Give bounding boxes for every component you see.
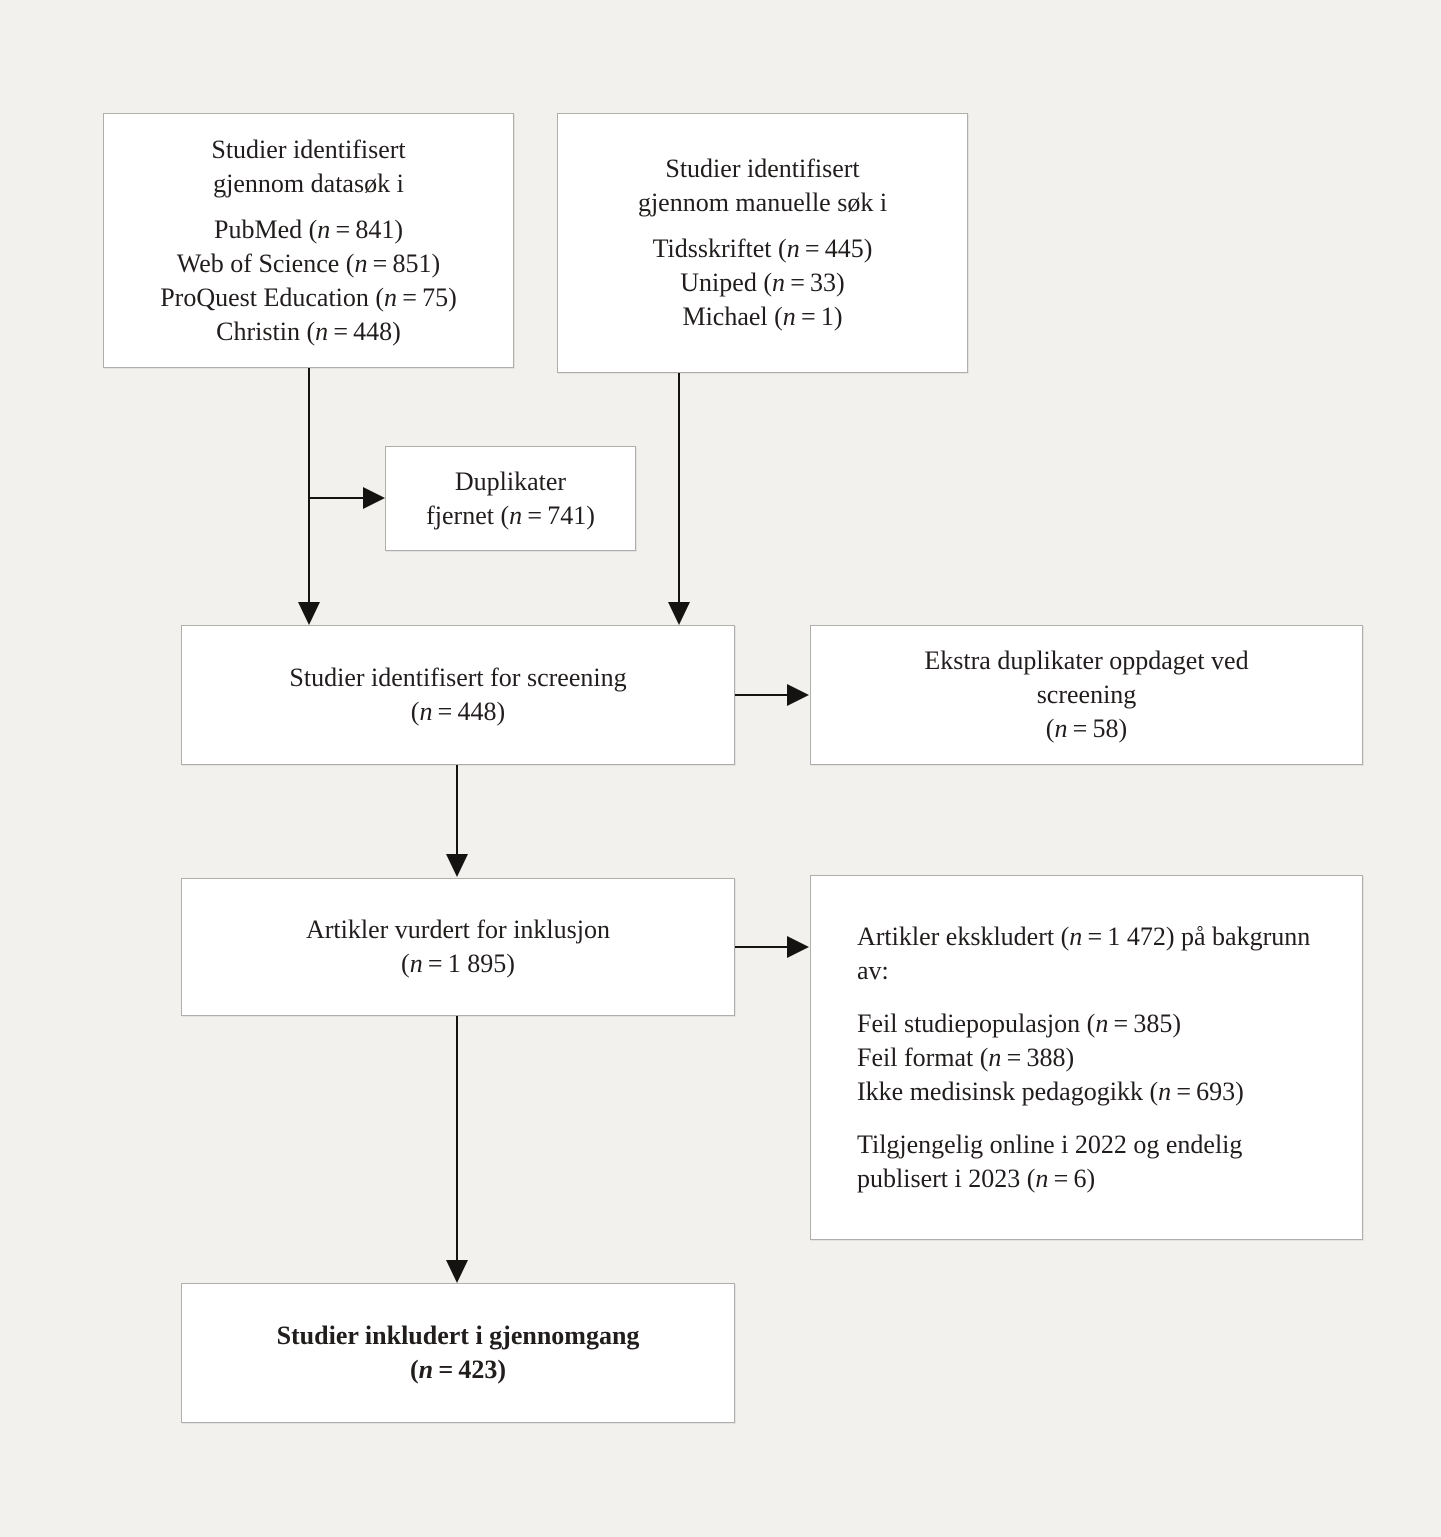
text-line: (n = 448) bbox=[410, 697, 506, 726]
text-line: Ekstra duplikater oppdaget ved bbox=[924, 646, 1249, 675]
title-line: gjennom datasøk i bbox=[213, 168, 404, 198]
excluded-note: Tilgjengelig online i 2022 og endelig publisert i 2023 (n = 6) bbox=[857, 1129, 1243, 1193]
title-line: Studier identifisert bbox=[665, 154, 860, 183]
database-search-title bbox=[104, 133, 513, 201]
arrow-screening-to-assessed bbox=[446, 765, 468, 877]
source-item: Christin (n = 448) bbox=[216, 316, 401, 346]
excluded-reasons bbox=[857, 1007, 1334, 1109]
arrow-screening-to-extra-duplicates bbox=[735, 684, 809, 706]
manual-search-title bbox=[558, 152, 967, 220]
box-included bbox=[181, 1283, 735, 1423]
source-item: PubMed (n = 841) bbox=[213, 214, 403, 244]
arrow-assessed-to-included bbox=[446, 1016, 468, 1283]
box-screening bbox=[181, 625, 735, 765]
source-item: ProQuest Education (n = 75) bbox=[160, 282, 457, 312]
text-line: screening bbox=[1036, 680, 1137, 709]
text-line: Duplikater bbox=[454, 466, 567, 496]
title-line: gjennom manuelle søk i bbox=[637, 188, 888, 217]
box-database-search bbox=[103, 113, 514, 368]
arrow-manual-to-screening bbox=[668, 373, 690, 625]
database-search-items bbox=[104, 213, 513, 349]
box-assessed bbox=[181, 878, 735, 1016]
text-line: (n = 58) bbox=[1045, 714, 1128, 743]
reason-item: Feil studiepopulasjon (n = 385) bbox=[857, 1008, 1182, 1038]
text-line: (n = 423) bbox=[409, 1355, 507, 1384]
source-item: Michael (n = 1) bbox=[682, 302, 843, 331]
box-duplicates-removed bbox=[385, 446, 636, 551]
arrow-database-to-screening bbox=[298, 368, 320, 625]
reason-item: Ikke medisinsk pedagogikk (n = 693) bbox=[857, 1076, 1244, 1106]
title-line: Studier identifisert bbox=[211, 134, 406, 164]
arrow-assessed-to-excluded bbox=[735, 936, 809, 958]
source-item: Web of Science (n = 851) bbox=[176, 248, 441, 278]
source-item: Tidsskriftet (n = 445) bbox=[652, 234, 873, 263]
box-extra-duplicates bbox=[810, 625, 1363, 765]
text-line: Studier inkludert i gjennomgang bbox=[276, 1321, 640, 1350]
text-line: fjernet (n = 741) bbox=[426, 500, 595, 530]
box-manual-search bbox=[557, 113, 968, 373]
arrow-to-duplicates-removed bbox=[309, 487, 385, 509]
box-excluded bbox=[810, 875, 1363, 1240]
manual-search-items bbox=[558, 232, 967, 334]
text-line: Studier identifisert for screening bbox=[289, 663, 627, 692]
reason-item: Feil format (n = 388) bbox=[857, 1042, 1075, 1072]
text-line: Artikler vurdert for inklusjon bbox=[306, 915, 610, 944]
text-line: (n = 1 895) bbox=[401, 949, 515, 978]
excluded-intro: Artikler ekskludert (n = 1 472) på bakgrunn av: bbox=[857, 921, 1311, 985]
source-item: Uniped (n = 33) bbox=[680, 268, 845, 297]
